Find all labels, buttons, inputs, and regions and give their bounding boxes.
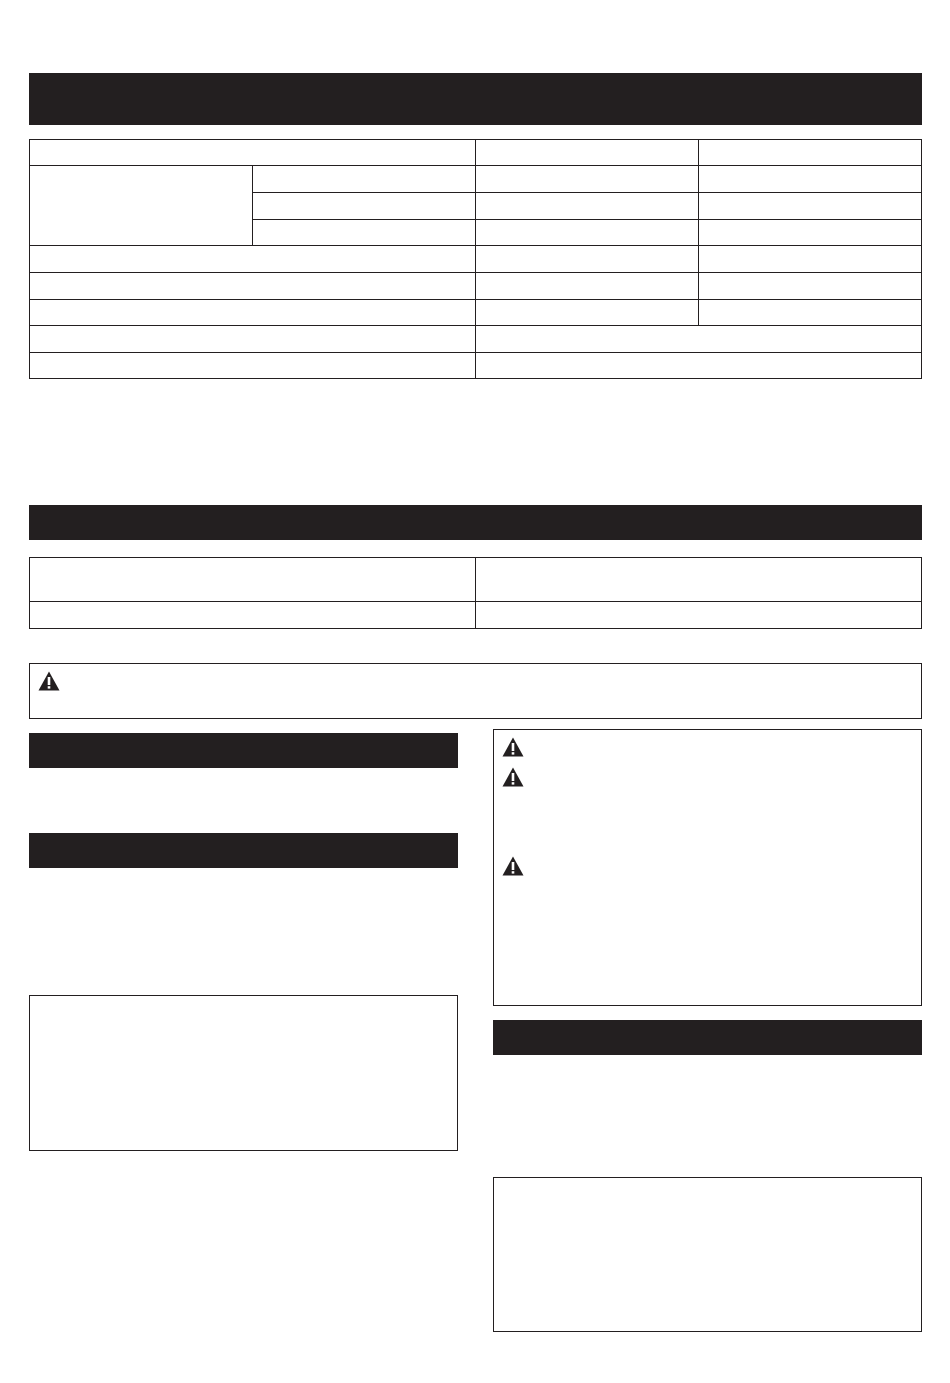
spec-table-cell bbox=[698, 272, 922, 300]
spec-table-cell bbox=[698, 192, 922, 220]
spec-table-cell bbox=[29, 245, 476, 273]
spec-table-cell bbox=[698, 139, 922, 166]
spec-table-cell bbox=[29, 272, 476, 300]
spec-table-cell bbox=[29, 325, 476, 353]
spec-table-cell bbox=[475, 219, 699, 246]
left-notice-box bbox=[29, 995, 458, 1151]
general-safety-header-bar bbox=[29, 733, 458, 768]
spec-table-cell bbox=[698, 165, 922, 193]
intended-table-cell bbox=[29, 601, 476, 629]
spec-table-cell bbox=[698, 219, 922, 246]
right-notice-box bbox=[493, 1177, 922, 1332]
warning-triangle-icon bbox=[502, 737, 524, 757]
intended-table-cell bbox=[29, 557, 476, 602]
intended-table-cell bbox=[475, 557, 922, 602]
spec-table-cell bbox=[698, 245, 922, 273]
intended-use-table bbox=[29, 557, 922, 629]
general-warning-box bbox=[29, 663, 922, 719]
spec-table-cell bbox=[29, 352, 476, 379]
spec-table-cell bbox=[29, 139, 476, 166]
intended-use-header-bar bbox=[29, 505, 922, 540]
warning-triangle-icon bbox=[502, 856, 524, 876]
spec-table-cell bbox=[29, 165, 253, 246]
right-section-header-bar bbox=[493, 1020, 922, 1055]
spec-table-cell bbox=[475, 245, 699, 273]
spec-table-cell bbox=[475, 272, 699, 300]
specifications-table bbox=[29, 139, 922, 379]
warning-triangle-icon bbox=[38, 671, 60, 691]
spec-table-cell bbox=[475, 325, 922, 353]
intended-table-cell bbox=[475, 601, 922, 629]
spec-table-cell bbox=[475, 192, 699, 220]
spec-table-cell bbox=[475, 139, 699, 166]
specifications-header-bar bbox=[29, 73, 922, 125]
warning-triangle-icon bbox=[502, 767, 524, 787]
spec-table-cell bbox=[252, 165, 476, 193]
spec-table-cell bbox=[252, 192, 476, 220]
spec-table-cell bbox=[475, 299, 699, 326]
spec-table-cell bbox=[252, 219, 476, 246]
right-warning-box bbox=[493, 729, 922, 1006]
spec-table-cell bbox=[475, 165, 699, 193]
symbols-header-bar bbox=[29, 833, 458, 868]
spec-table-cell bbox=[29, 299, 476, 326]
spec-table-cell bbox=[475, 352, 922, 379]
spec-table-cell bbox=[698, 299, 922, 326]
